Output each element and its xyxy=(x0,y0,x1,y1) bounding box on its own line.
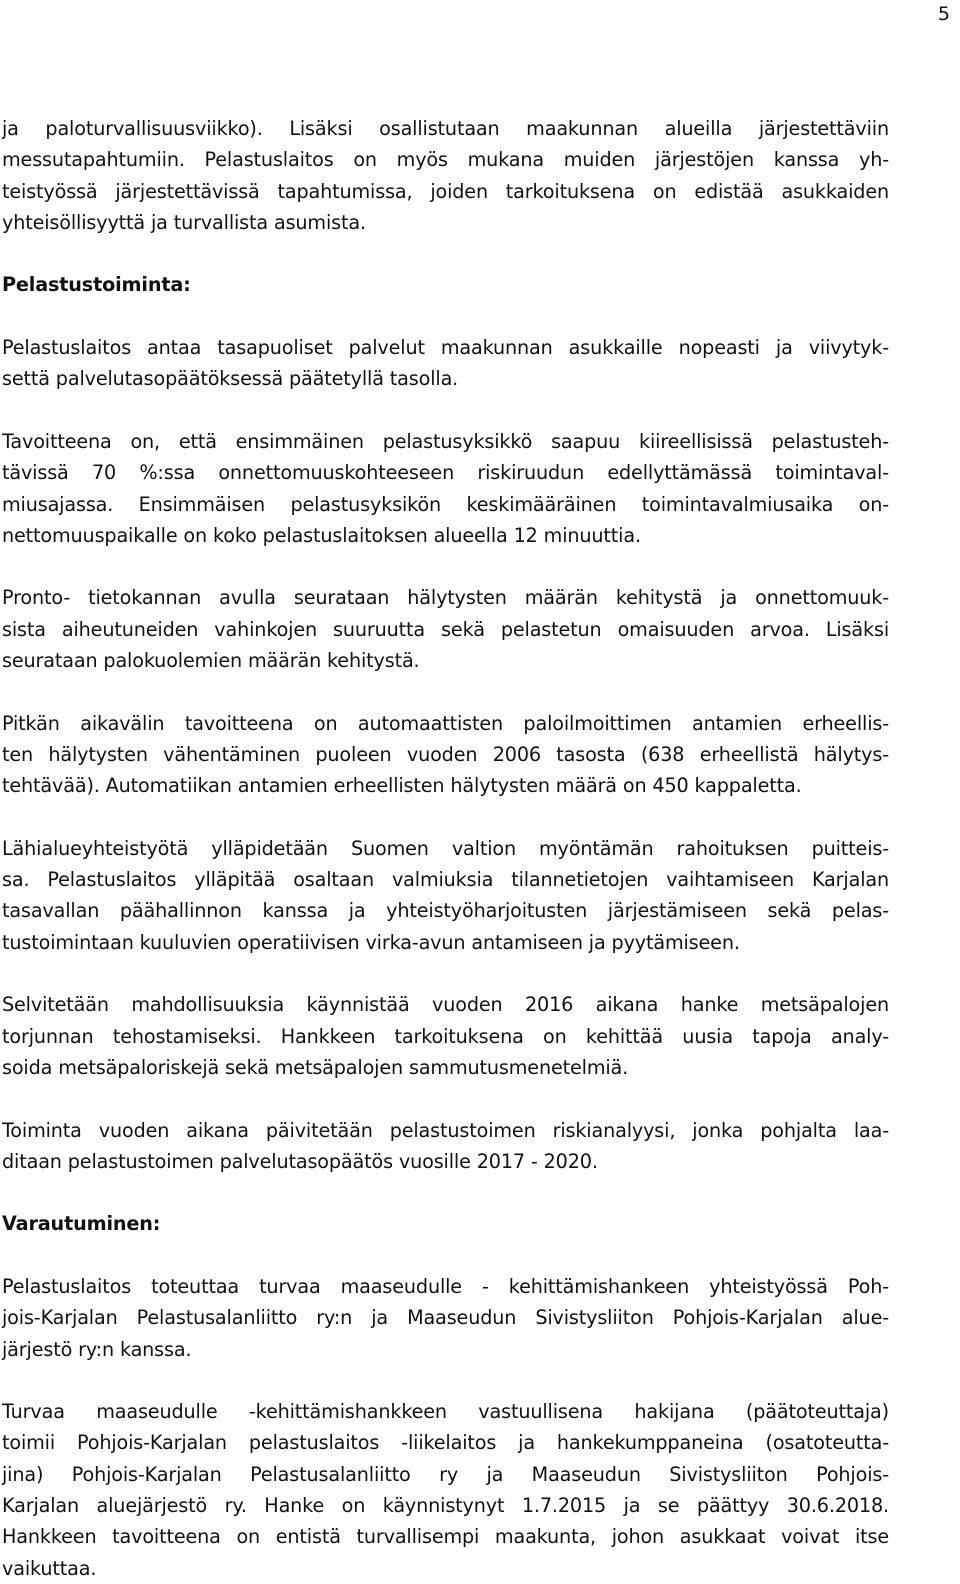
text-line: seurataan palokuolemien määrän kehitystä. xyxy=(2,649,420,673)
text-line: torjunnan tehostamiseksi. Hankkeen tarkoituksena on kehittää uusia tapoja analy- xyxy=(2,1024,889,1048)
text-line: settä palvelutasopäätöksessä päätetyllä tasolla. xyxy=(2,367,459,391)
text-line: messutapahtumiin. Pelastuslaitos on myös mukana muiden järjestöjen kanssa yh- xyxy=(2,148,889,172)
section-heading-varautuminen: Varautuminen: xyxy=(2,1212,161,1236)
text-line: tustoimintaan kuuluvien operatiivisen virka-avun antamiseen ja pyytämiseen. xyxy=(2,930,740,954)
text-line: sa. Pelastuslaitos ylläpitää osaltaan valmiuksia tilannetietojen vaihtamiseen Karjalan xyxy=(2,868,889,892)
paragraph xyxy=(2,989,889,1083)
paragraph xyxy=(2,708,889,802)
paragraph xyxy=(2,1271,889,1365)
text-line: Pitkän aikavälin tavoitteena on automaattisten paloilmoittimen antamien erheellis- xyxy=(2,711,889,735)
document-body xyxy=(2,113,889,1584)
paragraph xyxy=(2,1396,889,1584)
text-line: Pelastuslaitos toteuttaa turvaa maaseudulle - kehittämishankeen yhteistyössä Poh- xyxy=(2,1274,889,1298)
text-line: ditaan pelastustoimen palvelutasopäätös vuosille 2017 - 2020. xyxy=(2,1149,598,1173)
text-line: Pronto- tietokannan avulla seurataan hälytysten määrän kehitystä ja onnettomuuk- xyxy=(2,586,889,610)
page-number: 5 xyxy=(937,3,950,25)
text-line: tävissä 70 %:ssa onnettomuuskohteeseen riskiruudun edellyttämässä toimintaval- xyxy=(2,461,889,485)
text-line: Turvaa maaseudulle -kehittämishankkeen vastuullisena hakijana (päätoteuttaja) xyxy=(2,1400,889,1424)
text-line: Karjalan aluejärjestö ry. Hanke on käynnistynyt 1.7.2015 ja se päättyy 30.6.2018. xyxy=(2,1494,889,1518)
text-line: Selvitetään mahdollisuuksia käynnistää vuoden 2016 aikana hanke metsäpalojen xyxy=(2,993,889,1017)
paragraph xyxy=(2,833,889,958)
text-line: soida metsäpaloriskejä sekä metsäpalojen sammutusmenetelmiä. xyxy=(2,1055,629,1079)
text-line: Pelastuslaitos antaa tasapuoliset palvelut maakunnan asukkaille nopeasti ja viivytyk- xyxy=(2,336,889,360)
paragraph xyxy=(2,426,889,551)
text-line: sista aiheutuneiden vahinkojen suuruutta sekä pelastetun omaisuuden arvoa. Lisäksi xyxy=(2,617,889,641)
section-heading-pelastustoiminta: Pelastustoiminta: xyxy=(2,273,191,297)
text-line: Toiminta vuoden aikana päivitetään pelastustoimen riskianalyysi, jonka pohjalta laa- xyxy=(2,1118,889,1142)
text-line: Lähialueyhteistyötä ylläpidetään Suomen valtion myöntämän rahoituksen puitteis- xyxy=(2,836,889,860)
text-line: järjestö ry:n kanssa. xyxy=(2,1337,192,1361)
text-line: Hankkeen tavoitteena on entistä turvallisempi maakunta, johon asukkaat voivat itse xyxy=(2,1525,889,1549)
text-line: miusajassa. Ensimmäisen pelastusyksikön keskimääräinen toimintavalmiusaika on- xyxy=(2,492,889,516)
paragraph xyxy=(2,582,889,676)
text-line: ten hälytysten vähentäminen puoleen vuoden 2006 tasosta (638 erheellistä hälytys- xyxy=(2,742,889,766)
text-line: vaikuttaa. xyxy=(2,1556,97,1580)
text-line: jois-Karjalan Pelastusalanliitto ry:n ja Maaseudun Sivistysliiton Pohjois-Karjalan alue- xyxy=(2,1306,889,1330)
text-line: toimii Pohjois-Karjalan pelastuslaitos -liikelaitos ja hankekumppaneina (osatoteutta- xyxy=(2,1431,889,1455)
text-line: yhteisöllisyyttä ja turvallista asumista. xyxy=(2,210,366,234)
text-line: tehtävää). Automatiikan antamien erheellisten hälytysten määrä on 450 kappaletta. xyxy=(2,774,802,798)
paragraph xyxy=(2,332,889,395)
text-line: teistyössä järjestettävissä tapahtumissa, joiden tarkoituksena on edistää asukkaiden xyxy=(2,179,889,203)
text-line: nettomuuspaikalle on koko pelastuslaitoksen alueella 12 minuuttia. xyxy=(2,523,641,547)
text-line: tasavallan päähallinnon kanssa ja yhteistyöharjoitusten järjestämiseen sekä pelas- xyxy=(2,899,889,923)
paragraph xyxy=(2,113,889,238)
text-line: jina) Pohjois-Karjalan Pelastusalanliitto ry ja Maaseudun Sivistysliiton Pohjois- xyxy=(2,1462,889,1486)
paragraph xyxy=(2,1115,889,1178)
text-line: Tavoitteena on, että ensimmäinen pelastusyksikkö saapuu kiireellisissä pelastusteh- xyxy=(2,429,889,453)
text-line: ja paloturvallisuusviikko). Lisäksi osallistutaan maakunnan alueilla järjestettäviin xyxy=(2,117,889,140)
